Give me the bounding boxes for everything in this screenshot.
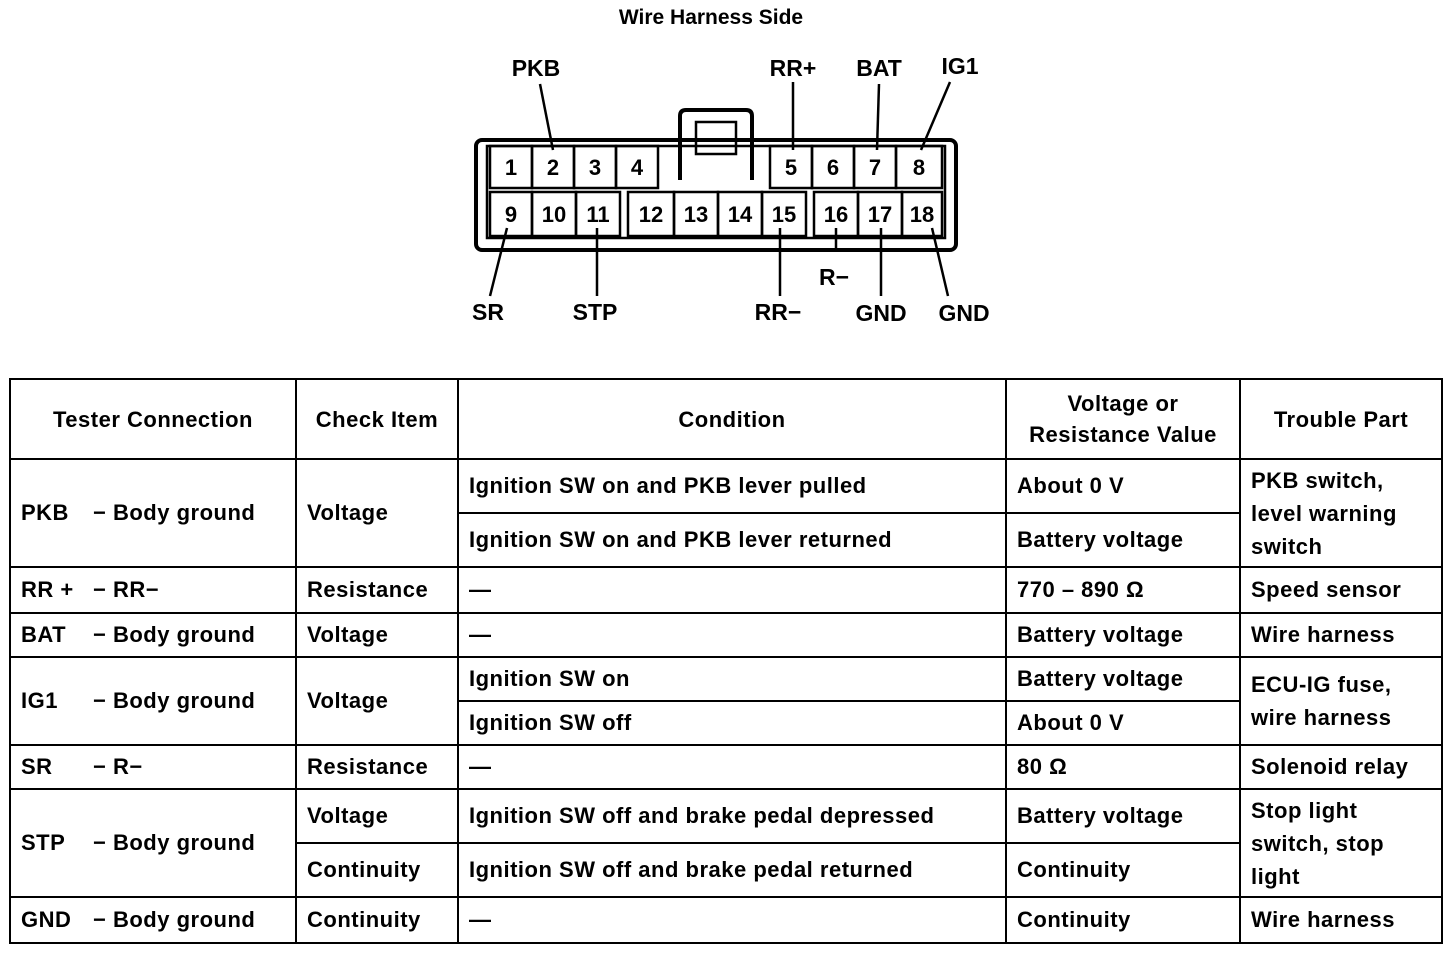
tester-pin: PKB	[21, 500, 69, 525]
pin-number-1: 1	[504, 155, 518, 180]
trouble-part-cell	[1240, 657, 1442, 745]
tester-pin: GND	[21, 907, 72, 932]
condition-cell: —	[458, 613, 1006, 657]
check-item-cell: Voltage	[296, 613, 458, 657]
table-header-row	[10, 379, 1442, 459]
header-check-item: Check Item	[296, 379, 458, 459]
label-sr: SR	[472, 299, 504, 325]
header-value	[1006, 379, 1240, 459]
label-pkb: PKB	[511, 55, 561, 81]
label-rr-plus: RR+	[769, 55, 817, 81]
tester-connection-cell	[10, 567, 296, 613]
tester-connection-cell	[10, 657, 296, 745]
pin-number-14: 14	[727, 202, 753, 227]
check-item-cell: Resistance	[296, 745, 458, 789]
tester-pin: IG1	[21, 688, 58, 713]
header-value-line2: Resistance Value	[1029, 422, 1217, 447]
pin-number-8: 8	[912, 155, 926, 180]
tester-target: − Body ground	[93, 688, 256, 713]
check-item-cell: Resistance	[296, 567, 458, 613]
trouble-line: ECU-IG fuse,	[1251, 672, 1392, 697]
check-item-cell: Continuity	[296, 843, 458, 897]
trouble-line: switch	[1251, 533, 1323, 559]
pin-number-6: 6	[826, 155, 840, 180]
header-condition: Condition	[458, 379, 1006, 459]
inspection-table	[9, 378, 1443, 944]
label-rr-minus: RR−	[754, 299, 802, 325]
tester-target: − Body ground	[93, 907, 256, 932]
label-stp: STP	[572, 299, 618, 325]
value-cell: Battery voltage	[1006, 789, 1240, 843]
pin-number-12: 12	[638, 202, 664, 227]
value-cell: About 0 V	[1006, 459, 1240, 513]
tester-target: − Body ground	[93, 622, 256, 647]
harness-title: Wire Harness Side	[618, 6, 804, 29]
trouble-line: wire harness	[1251, 705, 1392, 730]
pin-number-13: 13	[683, 202, 709, 227]
table-row	[10, 789, 1442, 843]
check-item-cell: Voltage	[296, 657, 458, 745]
trouble-part-cell	[1240, 789, 1442, 897]
value-cell: 80 Ω	[1006, 745, 1240, 789]
label-gnd-18: GND	[938, 300, 990, 326]
table-row	[10, 897, 1442, 943]
pin-number-7: 7	[868, 155, 882, 180]
trouble-part-cell: Wire harness	[1240, 897, 1442, 943]
tester-connection-cell	[10, 745, 296, 789]
value-cell: About 0 V	[1006, 701, 1240, 745]
pin-number-17: 17	[867, 202, 893, 227]
tester-target: − Body ground	[93, 500, 256, 525]
condition-cell: —	[458, 745, 1006, 789]
tester-connection-cell	[10, 897, 296, 943]
tester-pin: SR	[21, 754, 53, 779]
trouble-line: Stop light	[1251, 797, 1358, 823]
pin-number-9: 9	[504, 202, 518, 227]
table-row	[10, 657, 1442, 701]
table-row	[10, 459, 1442, 513]
tester-pin: RR +	[21, 577, 74, 602]
check-item-cell: Continuity	[296, 897, 458, 943]
pin-number-2: 2	[546, 155, 560, 180]
table-row	[10, 745, 1442, 789]
value-cell: Battery voltage	[1006, 513, 1240, 567]
pin-number-10: 10	[541, 202, 567, 227]
header-trouble-part: Trouble Part	[1240, 379, 1442, 459]
value-cell: Battery voltage	[1006, 657, 1240, 701]
condition-cell: —	[458, 897, 1006, 943]
trouble-line: switch, stop	[1251, 830, 1385, 856]
table-row	[10, 567, 1442, 613]
tester-connection-cell	[10, 613, 296, 657]
check-item-cell: Voltage	[296, 789, 458, 843]
trouble-line: level warning	[1251, 500, 1397, 526]
header-value-line1: Voltage or	[1067, 391, 1179, 416]
header-tester-connection: Tester Connection	[10, 379, 296, 459]
condition-cell: Ignition SW off and brake pedal returned	[458, 843, 1006, 897]
trouble-part-cell: Solenoid relay	[1240, 745, 1442, 789]
tester-target: − R−	[93, 754, 143, 779]
condition-cell: Ignition SW on and PKB lever returned	[458, 513, 1006, 567]
value-cell: Continuity	[1006, 843, 1240, 897]
condition-cell: Ignition SW on and PKB lever pulled	[458, 459, 1006, 513]
condition-cell: —	[458, 567, 1006, 613]
trouble-part-cell	[1240, 459, 1442, 567]
condition-cell: Ignition SW on	[458, 657, 1006, 701]
tester-connection-cell	[10, 789, 296, 897]
label-bat: BAT	[856, 55, 902, 81]
value-cell: 770 – 890 Ω	[1006, 567, 1240, 613]
pin-number-18: 18	[909, 202, 935, 227]
tester-pin: STP	[21, 830, 66, 855]
condition-cell: Ignition SW off	[458, 701, 1006, 745]
check-item-cell: Voltage	[296, 459, 458, 567]
label-r-minus: R−	[818, 264, 850, 290]
pin-number-16: 16	[823, 202, 849, 227]
trouble-part-cell: Speed sensor	[1240, 567, 1442, 613]
pin-number-15: 15	[771, 202, 797, 227]
connector-diagram	[0, 0, 1456, 372]
pin-number-5: 5	[784, 155, 798, 180]
pin-number-3: 3	[588, 155, 602, 180]
pin-number-4: 4	[630, 155, 644, 180]
value-cell: Battery voltage	[1006, 613, 1240, 657]
trouble-line: light	[1251, 863, 1300, 889]
label-ig1: IG1	[941, 53, 979, 79]
tester-connection-cell	[10, 459, 296, 567]
value-cell: Continuity	[1006, 897, 1240, 943]
tester-target: − Body ground	[93, 830, 256, 855]
table-row	[10, 613, 1442, 657]
condition-cell: Ignition SW off and brake pedal depressed	[458, 789, 1006, 843]
tester-pin: BAT	[21, 622, 67, 647]
trouble-line: PKB switch,	[1251, 467, 1384, 493]
tester-target: − RR−	[93, 577, 160, 602]
label-gnd-17: GND	[855, 300, 907, 326]
trouble-part-cell: Wire harness	[1240, 613, 1442, 657]
pin-number-11: 11	[586, 202, 610, 227]
